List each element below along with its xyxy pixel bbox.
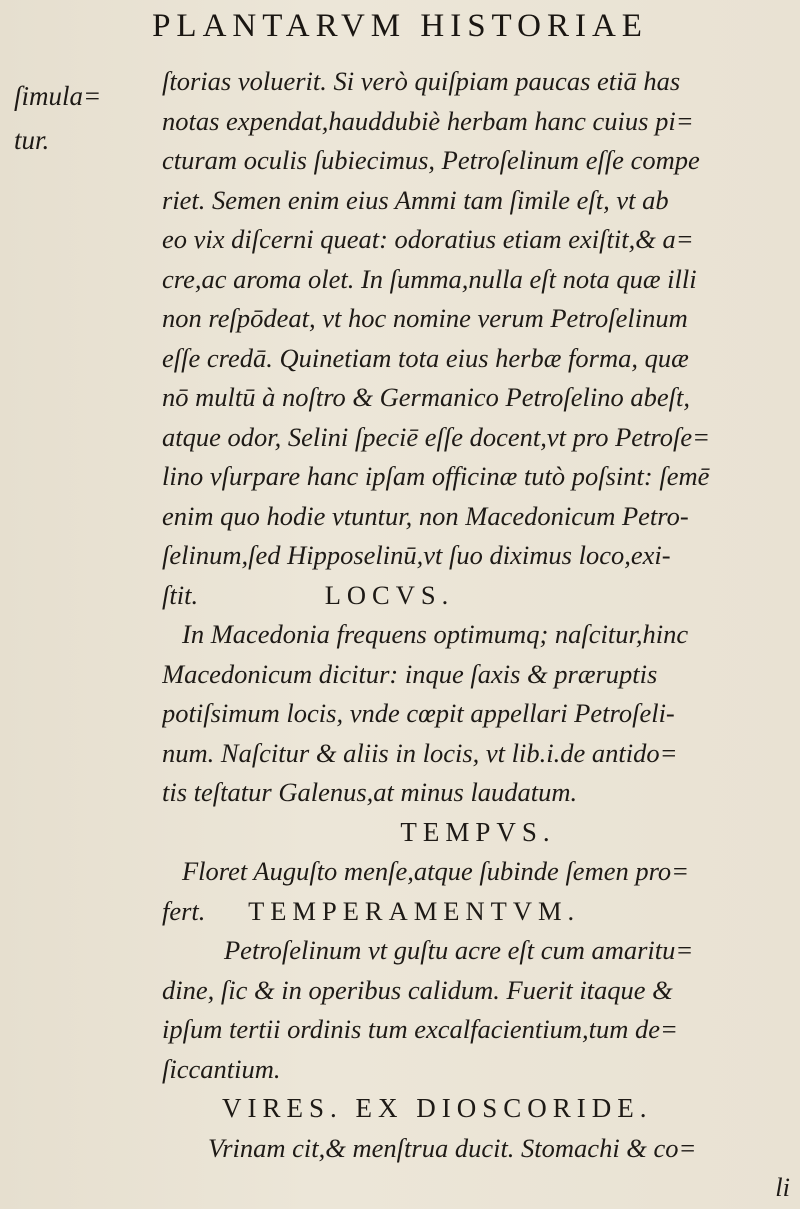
text-line: eo vix diſcerni queat: odoratius etiam exiſtit,& a= — [162, 224, 694, 254]
body-text — [162, 62, 794, 1208]
text-line: Vrinam cit,& menſtrua ducit. Stomachi & co= — [208, 1132, 697, 1163]
text-line: Floret Auguſto menſe,atque ſubinde ſemen pro= — [182, 856, 690, 886]
text-line: Macedonicum dicitur: inque ſaxis & præruptis — [162, 658, 658, 689]
text-line: lino vſurpare hanc ipſam officinæ tutò poſsint: ſemē — [162, 461, 710, 491]
text-line: dine, ſic & in operibus calidum. Fuerit itaque & — [162, 974, 673, 1005]
text-line: ſtorias voluerit. Si verò quiſpiam paucas etiā has — [162, 66, 681, 96]
text-line: li — [775, 1172, 790, 1202]
text-line: atque odor, Selini ſpeciē eſſe docent,vt pro Petroſe= — [162, 421, 710, 452]
text-line: cturam oculis ſubiecimus, Petroſelinum eſſe compe — [162, 145, 700, 175]
margin-note-line: ſimula= — [14, 81, 102, 111]
text-line: notas expendat,hauddubiè herbam hanc cuius pi= — [162, 105, 694, 136]
text-line: ſiccantium. — [162, 1053, 281, 1084]
section-heading-tempus: TEMPVS. — [400, 816, 556, 847]
text-line: eſſe credā. Quinetiam tota eius herbæ forma, quæ — [162, 342, 689, 373]
text-line: riet. Semen enim eius Ammi tam ſimile eſt, vt ab — [162, 184, 669, 215]
text-line: tis teſtatur Galenus,at minus laudatum. — [162, 777, 578, 807]
section-heading-vires: VIRES. EX DIOSCORIDE. — [222, 1093, 653, 1123]
margin-note — [14, 74, 144, 162]
text-line: potiſsimum locis, vnde cœpit appellari Petroſeli- — [162, 698, 675, 728]
text-line: ipſum tertii ordinis tum excalfacientium,tum de= — [162, 1014, 678, 1044]
text-line: ſelinum,ſed Hipposelinū,vt ſuo diximus loco,exi- — [162, 540, 671, 570]
text-line: cre,ac aroma olet. In ſumma,nulla eſt nota quæ illi — [162, 263, 697, 294]
text-line: num. Naſcitur & aliis in locis, vt lib.i.de antido= — [162, 737, 678, 768]
text-line: nō multū à noſtro & Germanico Petroſelino abeſt, — [162, 382, 690, 412]
running-header: PLANTARVM HISTORIAE — [152, 8, 648, 44]
locus-line — [162, 576, 794, 616]
text-line: enim quo hodie vtuntur, non Macedonicum Petro- — [162, 500, 689, 531]
margin-note-line: tur. — [14, 125, 50, 155]
section-heading-temperamentum: TEMPERAMENTVM. — [248, 895, 581, 926]
section-heading-locus: LOCVS. — [324, 579, 455, 610]
text-fragment: ſtit. — [162, 579, 199, 610]
text-fragment: fert. — [162, 895, 206, 926]
text-line: non reſpōdeat, vt hoc nomine verum Petroſelinum — [162, 303, 688, 333]
text-line: In Macedonia frequens optimumq; naſcitur,hinc — [182, 619, 689, 649]
temperamentum-line — [162, 892, 794, 932]
text-line: Petroſelinum vt guſtu acre eſt cum amaritu= — [224, 935, 694, 965]
